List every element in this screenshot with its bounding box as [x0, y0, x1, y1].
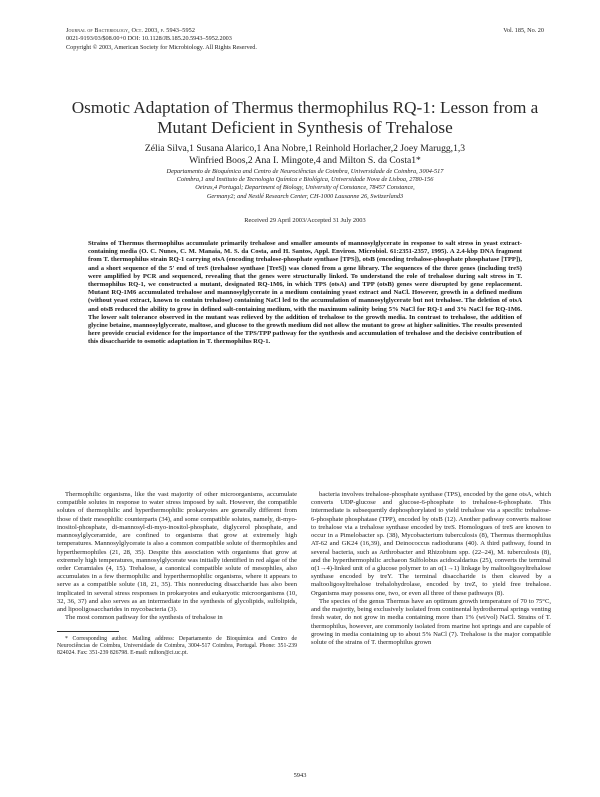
- corresponding-author-footnote: * Corresponding author. Mailing address: Departamento de Bioquímica and Centro de Neurociências de Coimbra, Universidade de Coimbra, 3004-517 Coimbra, Portugal. Phone: 351-239 824024. Fax: 351-239 826798. E-mail: milton@ci.uc.pt.: [57, 635, 297, 657]
- authors-line-2: Winfried Boos,2 Ana I. Mingote,4 and Milton S. da Costa1*: [189, 155, 421, 166]
- title-line-2: Mutant Deficient in Synthesis of Trehalose: [157, 118, 453, 137]
- received-dates: Received 29 April 2003/Accepted 31 July 2003: [244, 217, 366, 224]
- left-column: [57, 491, 297, 657]
- right-column: [311, 491, 551, 657]
- left-paragraph-1: Thermophilic organisms, like the vast majority of other microorganisms, accumulate compatible solutes in response to water stress imposed by salt. However, the compatible solutes of thermophilic and hyperthermophilic prokaryotes are generally different from those of their mesophilic counterparts (34), and some compatible solutes, namely, di-myo-inositol-phosphate, di-mannosyl-di-myo-inositol-phosphate, diglycerol phosphate, and mannosylglyceramide, are confined to organisms that grow at extremely high temperatures. Mannosylglycerate is also a common compatible solute of thermophiles and hyperthermophiles (21, 28, 35). Despite this association with organisms that grow at extremely high temperatures, mannosylglycerate was initially identified in red algae of the order Ceramiales (4, 15). Trehalose, a canonical compatible solute of mesophiles, also accumulates in a few thermophilic and hyperthermophilic organisms, where it appears to serve as a compatible solute (18, 21, 35). This nonreducing disaccharide has also been implicated in several stress responses in prokaryotes and eukaryotic microorganisms (10, 32, 36, 37) and also serves as an intermediate in the synthesis of glycolipids, sulfolipids, and lipooligosaccharides in mycobacteria (3).: [57, 491, 297, 614]
- left-paragraph-2: The most common pathway for the synthesis of trehalose in: [65, 614, 223, 622]
- footnote-divider: [57, 631, 119, 632]
- running-header: [66, 27, 544, 52]
- abstract: Strains of Thermus thermophilus accumulate primarily trehalose and smaller amounts of mannosylglycerate in response to salt stress in yeast extract-containing media (O. C. Nunes, C. M. Manaia, M. S. da Costa, and H. Santos, Appl. Environ. Microbiol. 61:2351-2357, 1995). A 2.4-kbp DNA fragment from T. thermophilus strain RQ-1 carrying otsA (encoding trehalose-phosphate synthase [TPS]), otsB (encoding trehalose-phosphate phosphatase [TPP]), and a short sequence of the 5′ end of treS (trehalose synthase [TreS]) was cloned from a gene library. The sequences of the three genes (including treS) were amplified by PCR and sequenced, revealing that the genes were structurally linked. To understand the role of trehalose during salt stress in T. thermophilus RQ-1, we constructed a mutant, designated RQ-1M6, in which TPS (otsA) and TPP (otsB) genes were disrupted by gene replacement. Mutant RQ-1M6 accumulated trehalose and mannosylglycerate in a medium containing yeast extract and NaCl. However, growth in a defined medium (without yeast extract, known to contain trehalose) containing NaCl led to the accumulation of mannosylglycerate but not trehalose. The deletion of otsA and otsB reduced the ability to grow in defined salt-containing medium, with the maximum salinity being 5% NaCl for RQ-1 and 3% NaCl for RQ-1M6. The lower salt tolerance observed in the mutant was relieved by the addition of trehalose to the growth media. In contrast to trehalose, the addition of glycine betaine, mannosylglycerate, maltose, and glucose to the growth medium did not allow the mutant to grow at higher salinities. The results presented here provide crucial evidence for the importance of the TPS/TPP pathway for the synthesis and accumulation of trehalose and the decisive contribution of this disaccharide to osmotic adaptation in T. thermophilus RQ-1.: [88, 240, 522, 346]
- copyright-notice: Copyright © 2003, American Society for Microbiology. All Rights Reserved.: [66, 43, 257, 51]
- issn-doi: 0021-9193/03/$08.00+0 DOI: 10.1128/JB.185.20.5943–5952.2003: [66, 35, 232, 43]
- author-list: [66, 143, 544, 167]
- affiliation-line-1: Departamento de Bioquímica and Centro de Neurociências de Coimbra, Universidade de Coimbra, 3004-517: [166, 168, 444, 175]
- journal-citation: Journal of Bacteriology, Oct. 2003, p. 5943–5952: [66, 27, 196, 34]
- title-line-1: Osmotic Adaptation of Thermus thermophilus RQ-1: Lesson from a: [71, 98, 539, 117]
- affiliation-line-4: Germany2; and Nestlé Research Center, CH-1000 Lausanne 26, Switzerland3: [206, 192, 404, 200]
- right-paragraph-1: bacteria involves trehalose-phosphate synthase (TPS), encoded by the gene otsA, which converts UDP-glucose and glucose-6-phosphate to trehalose-6-phosphate. This intermediate is subsequently dephosphorylated to yield trehalose via a specific trehalose-6-phosphate phosphatase (TPP), encoded by otsB (12). Another pathway converts maltose to trehalose via a trehalose synthase encoded by treS. Homologues of treS are known to occur in a Pimelobacter sp. (38), Mycobacterium tuberculosis (8), Thermus thermophilus AT-62 and GK24 (16,39), and Deinococcus radiodurans (40). A third pathway, found in several bacteria, such as Arthrobacter and Rhizobium spp. (22–24), M. tuberculosis (8), and the hyperthermophilic archaeon Sulfolobus acidocaldarius (25), converts the terminal α(1→4)-linked unit of a glucose polymer to an α(1→1) linkage by maltooligosyltrehalose synthase encoded by treY. The terminal disaccharide is then cleaved by a maltooligosyltrehalose trehalohydrolase, encoded by treZ, to yield free trehalose. Organisms may possess one, two, or even all three of these pathways (8).: [311, 491, 551, 597]
- affiliation-line-2: Coimbra,1 and Instituto de Tecnologia Química e Biológica, Universidade Nova de Lisboa, 2780-156: [176, 176, 434, 184]
- page-number: 5943: [293, 772, 307, 779]
- authors-line-1: Zélia Silva,1 Susana Alarico,1 Ana Nobre,1 Reinhold Horlacher,2 Joey Marugg,1,3: [144, 143, 466, 154]
- affiliations: [76, 168, 534, 201]
- right-paragraph-2: The species of the genus Thermus have an optimum growth temperature of 70 to 75°C, and the majority, being exclusively isolated from continental hydrothermal springs venting fresh water, do not grow in media containing more than 1% (wt/vol) NaCl. Strains of T. thermophilus, however, are commonly isolated from marine hot springs and are capable of growing in media containing up to about 5% NaCl (7). Trehalose is the major compatible solute of the strains of T. thermophilus grown: [311, 597, 551, 646]
- volume-issue: Vol. 185, No. 20: [503, 27, 544, 34]
- body-columns: [57, 491, 551, 657]
- article-title: [66, 98, 544, 138]
- affiliation-line-3: Oeiras,4 Portugal; Department of Biology, University of Constance, 78457 Constance,: [195, 184, 415, 192]
